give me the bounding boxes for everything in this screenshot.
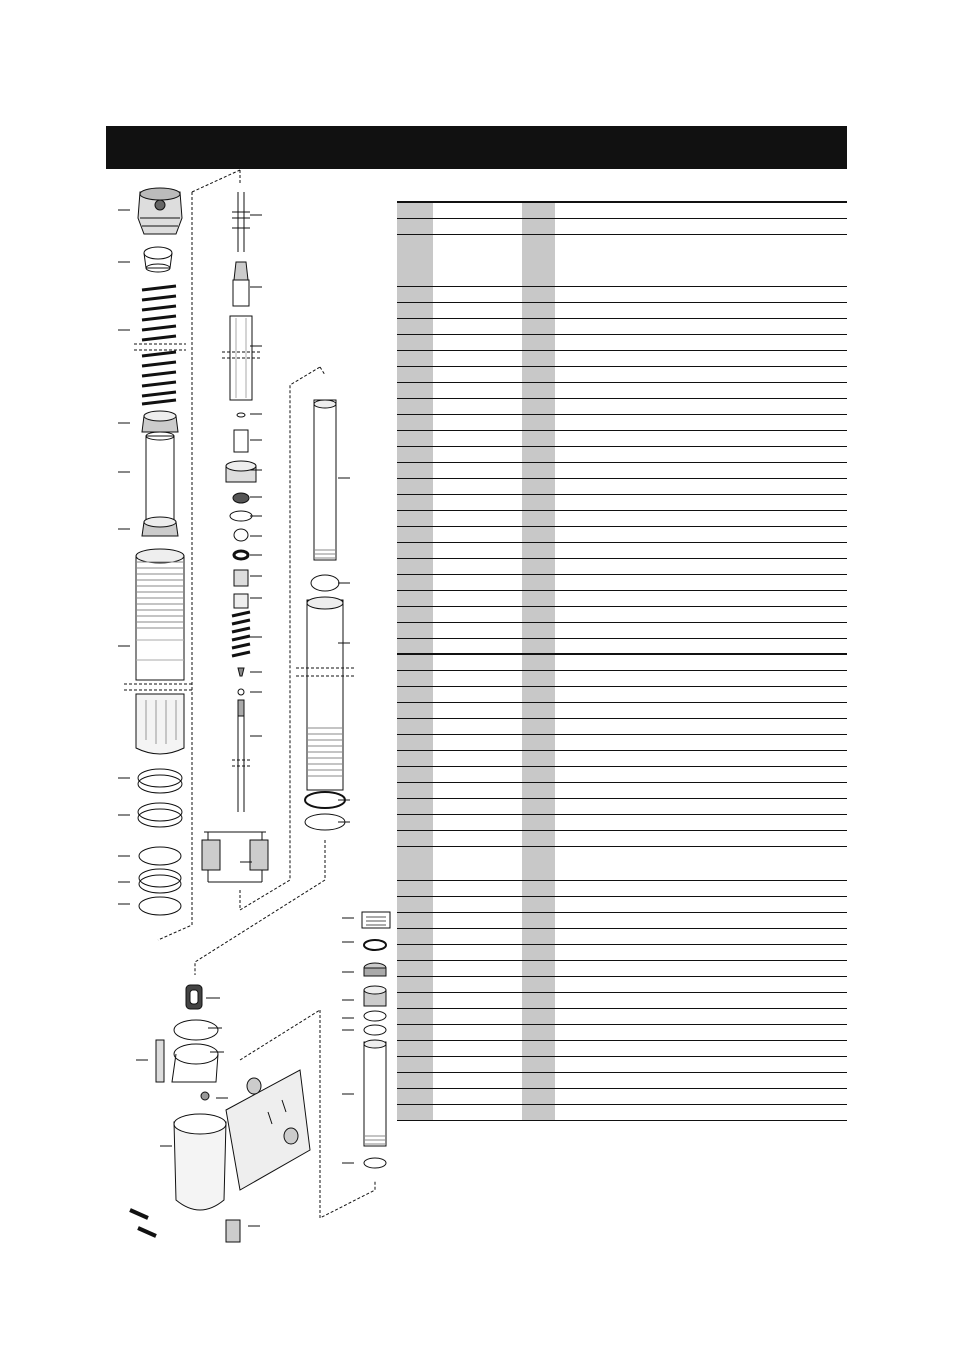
quantity-cell — [522, 495, 555, 510]
bearing-race — [364, 963, 386, 976]
quantity-cell — [522, 235, 555, 286]
quantity-cell — [522, 383, 555, 398]
item-number-cell — [397, 607, 433, 622]
quantity-cell — [522, 831, 555, 846]
preload-spacer — [144, 247, 172, 272]
quantity-cell — [522, 399, 555, 414]
table-row — [397, 945, 847, 961]
table-row — [397, 815, 847, 831]
quantity-cell — [522, 815, 555, 830]
item-number-cell — [397, 219, 433, 234]
table-row — [397, 751, 847, 767]
item-number-cell — [397, 1105, 433, 1120]
table-row — [397, 639, 847, 655]
table-row — [397, 479, 847, 495]
table-row — [397, 367, 847, 383]
item-number-cell — [397, 399, 433, 414]
quantity-cell — [522, 993, 555, 1008]
item-number-cell — [397, 447, 433, 462]
quantity-cell — [522, 447, 555, 462]
quantity-cell — [522, 977, 555, 992]
item-number-cell — [397, 929, 433, 944]
table-row — [397, 993, 847, 1009]
quantity-cell — [522, 1073, 555, 1088]
quantity-cell — [522, 783, 555, 798]
quantity-cell — [522, 719, 555, 734]
table-row — [397, 447, 847, 463]
table-row — [397, 847, 847, 881]
item-number-cell — [397, 1089, 433, 1104]
table-row — [397, 607, 847, 623]
table-row — [397, 977, 847, 993]
wiper-seals-right — [305, 792, 345, 830]
table-row — [397, 671, 847, 687]
quantity-cell — [522, 703, 555, 718]
table-row — [397, 335, 847, 351]
crown-assembly — [130, 985, 310, 1242]
item-number-cell — [397, 623, 433, 638]
table-row — [397, 495, 847, 511]
item-number-cell — [397, 751, 433, 766]
quantity-cell — [522, 1009, 555, 1024]
item-number-cell — [397, 235, 433, 286]
item-number-cell — [397, 527, 433, 542]
item-number-cell — [397, 1025, 433, 1040]
valve-stack — [226, 413, 256, 608]
table-row — [397, 1105, 847, 1121]
table-row — [397, 799, 847, 815]
table-row — [397, 511, 847, 527]
lower-damper-rod — [232, 700, 250, 812]
lower-leg — [296, 597, 354, 790]
table-row — [397, 591, 847, 607]
item-number-cell — [397, 671, 433, 686]
spring-tube — [146, 432, 174, 520]
item-number-cell — [397, 977, 433, 992]
quantity-cell — [522, 1041, 555, 1056]
table-row — [397, 235, 847, 287]
table-row — [397, 287, 847, 303]
item-number-cell — [397, 383, 433, 398]
table-row — [397, 1025, 847, 1041]
item-number-cell — [397, 847, 433, 880]
item-number-cell — [397, 203, 433, 218]
item-number-cell — [397, 703, 433, 718]
bushing-rings-left — [138, 769, 182, 915]
quantity-cell — [522, 945, 555, 960]
bottom-right-leader-ticks — [342, 918, 354, 1163]
quantity-cell — [522, 1105, 555, 1120]
item-number-cell — [397, 575, 433, 590]
damper-cartridge — [222, 316, 262, 400]
top-cap — [138, 188, 182, 234]
quantity-cell — [522, 799, 555, 814]
item-number-cell — [397, 961, 433, 976]
quantity-cell — [522, 1025, 555, 1040]
circlip — [364, 940, 386, 950]
item-number-cell — [397, 303, 433, 318]
quantity-cell — [522, 1089, 555, 1104]
table-row — [397, 1057, 847, 1073]
rebound-spring — [232, 612, 250, 695]
left-leader-ticks — [118, 210, 130, 904]
quantity-cell — [522, 1057, 555, 1072]
quantity-cell — [522, 319, 555, 334]
damper-valves-pair — [202, 832, 268, 882]
warning-label — [362, 912, 390, 928]
item-number-cell — [397, 655, 433, 670]
item-number-cell — [397, 335, 433, 350]
quantity-cell — [522, 767, 555, 782]
quantity-cell — [522, 431, 555, 446]
quantity-cell — [522, 913, 555, 928]
table-row — [397, 655, 847, 671]
table-row — [397, 303, 847, 319]
quantity-cell — [522, 687, 555, 702]
quantity-cell — [522, 897, 555, 912]
table-row — [397, 1009, 847, 1025]
item-number-cell — [397, 511, 433, 526]
table-row — [397, 767, 847, 783]
table-row — [397, 1073, 847, 1089]
item-number-cell — [397, 881, 433, 896]
quantity-cell — [522, 543, 555, 558]
item-number-cell — [397, 543, 433, 558]
item-number-cell — [397, 639, 433, 653]
item-number-cell — [397, 319, 433, 334]
quantity-cell — [522, 591, 555, 606]
quantity-cell — [522, 735, 555, 750]
quantity-cell — [522, 575, 555, 590]
item-number-cell — [397, 831, 433, 846]
table-row — [397, 463, 847, 479]
table-row — [397, 415, 847, 431]
item-number-cell — [397, 495, 433, 510]
bottom-bracket-seal — [364, 986, 386, 1035]
table-row — [397, 783, 847, 799]
item-number-cell — [397, 559, 433, 574]
quantity-cell — [522, 527, 555, 542]
item-number-cell — [397, 415, 433, 430]
item-number-cell — [397, 993, 433, 1008]
item-number-cell — [397, 367, 433, 382]
quantity-cell — [522, 929, 555, 944]
table-row — [397, 961, 847, 977]
quantity-cell — [522, 335, 555, 350]
quantity-cell — [522, 303, 555, 318]
item-number-cell — [397, 945, 433, 960]
o-ring-right — [311, 575, 339, 591]
item-number-cell — [397, 591, 433, 606]
table-row — [397, 399, 847, 415]
table-row — [397, 623, 847, 639]
item-number-cell — [397, 431, 433, 446]
parts-table-rows — [397, 203, 847, 1121]
table-row — [397, 703, 847, 719]
quantity-cell — [522, 415, 555, 430]
table-row — [397, 881, 847, 897]
quantity-cell — [522, 367, 555, 382]
table-row — [397, 735, 847, 751]
table-row — [397, 913, 847, 929]
quantity-cell — [522, 847, 555, 880]
table-row — [397, 219, 847, 235]
item-number-cell — [397, 815, 433, 830]
table-row — [397, 527, 847, 543]
item-number-cell — [397, 719, 433, 734]
item-number-cell — [397, 735, 433, 750]
table-row — [397, 719, 847, 735]
table-row — [397, 431, 847, 447]
table-row — [397, 929, 847, 945]
quantity-cell — [522, 751, 555, 766]
quantity-cell — [522, 511, 555, 526]
quantity-cell — [522, 287, 555, 302]
table-row — [397, 687, 847, 703]
item-number-cell — [397, 799, 433, 814]
quantity-cell — [522, 881, 555, 896]
table-row — [397, 559, 847, 575]
table-row — [397, 897, 847, 913]
parts-table — [397, 201, 847, 1121]
quantity-cell — [522, 479, 555, 494]
item-number-cell — [397, 1041, 433, 1056]
item-number-cell — [397, 463, 433, 478]
item-number-cell — [397, 1057, 433, 1072]
item-number-cell — [397, 897, 433, 912]
quantity-cell — [522, 961, 555, 976]
table-row — [397, 1041, 847, 1057]
quantity-cell — [522, 203, 555, 218]
table-row — [397, 1089, 847, 1105]
quantity-cell — [522, 623, 555, 638]
quantity-cell — [522, 219, 555, 234]
table-row — [397, 351, 847, 367]
item-number-cell — [397, 913, 433, 928]
table-row — [397, 203, 847, 219]
item-number-cell — [397, 687, 433, 702]
item-number-cell — [397, 767, 433, 782]
table-row — [397, 831, 847, 847]
damper-rod — [232, 192, 250, 306]
upper-tube — [124, 549, 194, 754]
spring-guide — [142, 411, 178, 432]
item-number-cell — [397, 783, 433, 798]
quantity-cell — [522, 607, 555, 622]
quantity-cell — [522, 639, 555, 653]
quantity-cell — [522, 655, 555, 670]
item-number-cell — [397, 1073, 433, 1088]
item-number-cell — [397, 351, 433, 366]
lower-tube-bottom — [364, 1040, 386, 1168]
table-row — [397, 319, 847, 335]
quantity-cell — [522, 671, 555, 686]
quantity-cell — [522, 351, 555, 366]
item-number-cell — [397, 287, 433, 302]
main-spring — [134, 286, 186, 404]
table-row — [397, 383, 847, 399]
table-row — [397, 575, 847, 591]
air-tube — [314, 400, 336, 560]
item-number-cell — [397, 1009, 433, 1024]
locknut — [142, 517, 178, 536]
quantity-cell — [522, 559, 555, 574]
item-number-cell — [397, 479, 433, 494]
quantity-cell — [522, 463, 555, 478]
table-row — [397, 543, 847, 559]
